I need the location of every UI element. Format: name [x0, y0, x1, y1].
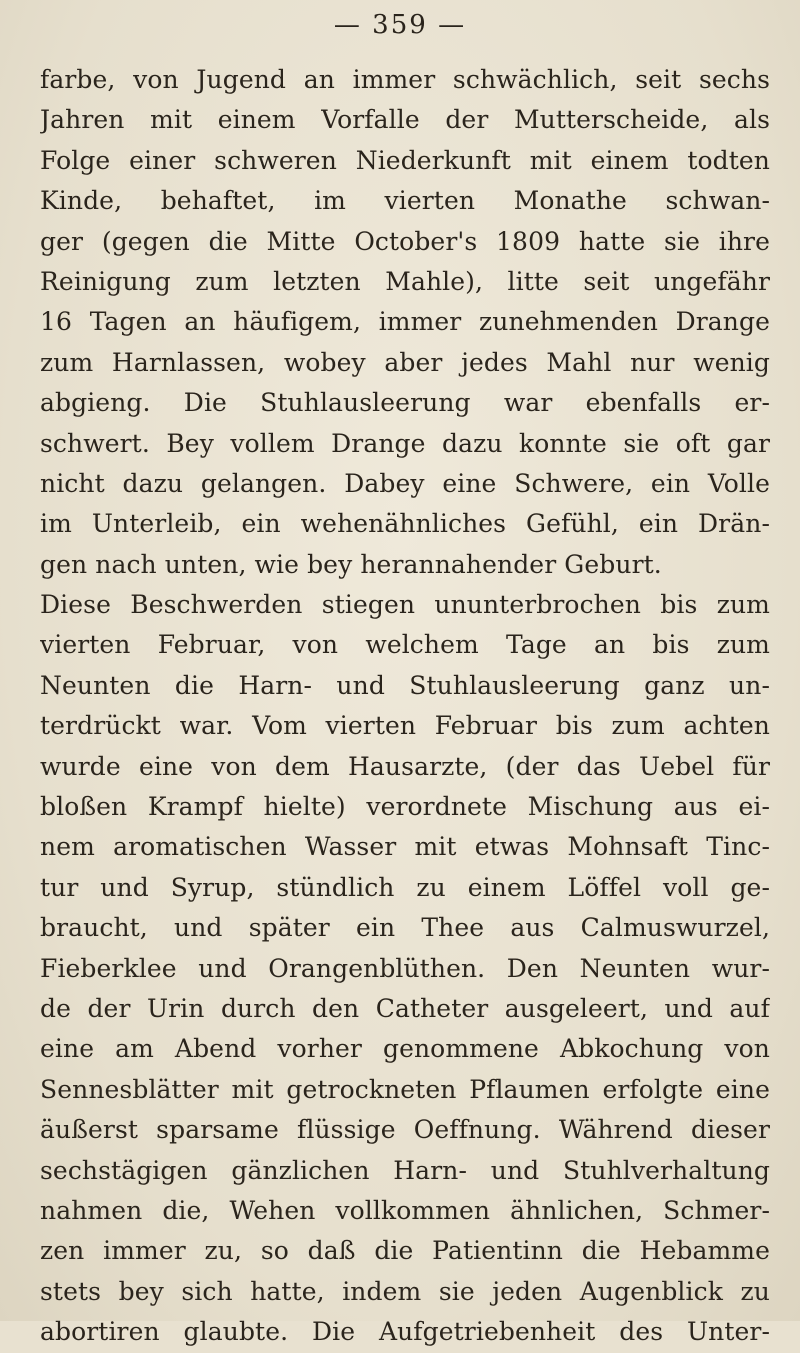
text-line: 16 Tagen an häufigem, immer zunehmenden Drange — [40, 307, 770, 337]
text-line: Jahren mit einem Vorfalle der Mutterscheide, als — [40, 105, 770, 135]
text-line: Kinde, behaftet, im vierten Monathe schwan- — [40, 186, 770, 216]
text-line: Reinigung zum letzten Mahle), litte seit ungefähr — [40, 266, 770, 296]
text-line: vierten Februar, von welchem Tage an bis zum — [40, 630, 770, 660]
text-line: Folge einer schweren Niederkunft mit einem todten — [40, 145, 770, 175]
text-line: terdrückt war. Vom vierten Februar bis zum achten — [40, 711, 770, 741]
text-line: Neunten die Harn- und Stuhlausleerung ganz un- — [40, 670, 770, 700]
text-line: ger (gegen die Mitte October's 1809 hatte sie ihre — [40, 226, 770, 256]
text-line: abgieng. Die Stuhlausleerung war ebenfalls er- — [40, 388, 770, 418]
text-line: braucht, und später ein Thee aus Calmuswurzel, — [40, 913, 770, 943]
text-line: nahmen die, Wehen vollkommen ähnlichen, Schmer- — [40, 1195, 770, 1225]
text-line: gen nach unten, wie bey herannahender Geburt. — [40, 549, 662, 579]
text-line: eine am Abend vorher genommene Abkochung von — [40, 1034, 770, 1064]
text-line: bloßen Krampf hielte) verordnete Mischung aus ei- — [40, 792, 770, 822]
text-line: wurde eine von dem Hausarzte, (der das Uebel für — [40, 751, 770, 781]
text-line: abortiren glaubte. Die Aufgetriebenheit des Unter- — [40, 1317, 770, 1347]
text-line: stets bey sich hatte, indem sie jeden Augenblick zu — [40, 1276, 770, 1306]
text-line: tur und Syrup, stündlich zu einem Löffel voll ge- — [40, 872, 770, 902]
text-line: de der Urin durch den Catheter ausgeleert, und auf — [40, 993, 770, 1023]
text-line: sechstägigen gänzlichen Harn- und Stuhlverhaltung — [40, 1155, 770, 1185]
page-number: — 359 — — [333, 10, 467, 40]
text-line: Diese Beschwerden stiegen ununterbrochen bis zum — [40, 590, 770, 620]
text-line: Fieberklee und Orangenblüthen. Den Neunten wur- — [40, 953, 770, 983]
text-line: farbe, von Jugend an immer schwächlich, seit sechs — [40, 65, 770, 94]
text-line: im Unterleib, ein wehenähnliches Gefühl, ein Drän- — [40, 509, 770, 539]
text-line: schwert. Bey vollem Drange dazu konnte sie oft gar — [40, 428, 770, 458]
text-line: Sennesblätter mit getrockneten Pflaumen erfolgte eine — [40, 1074, 770, 1104]
text-line: nem aromatischen Wasser mit etwas Mohnsaft Tinc- — [40, 832, 770, 862]
text-line: zen immer zu, so daß die Patientinn die Hebamme — [40, 1236, 770, 1266]
text-line: äußerst sparsame flüssige Oeffnung. Während dieser — [40, 1115, 770, 1145]
text-line: nicht dazu gelangen. Dabey eine Schwere, ein Volle — [40, 468, 770, 498]
body-text — [40, 60, 770, 1353]
text-line: zum Harnlassen, wobey aber jedes Mahl nur wenig — [40, 347, 770, 377]
